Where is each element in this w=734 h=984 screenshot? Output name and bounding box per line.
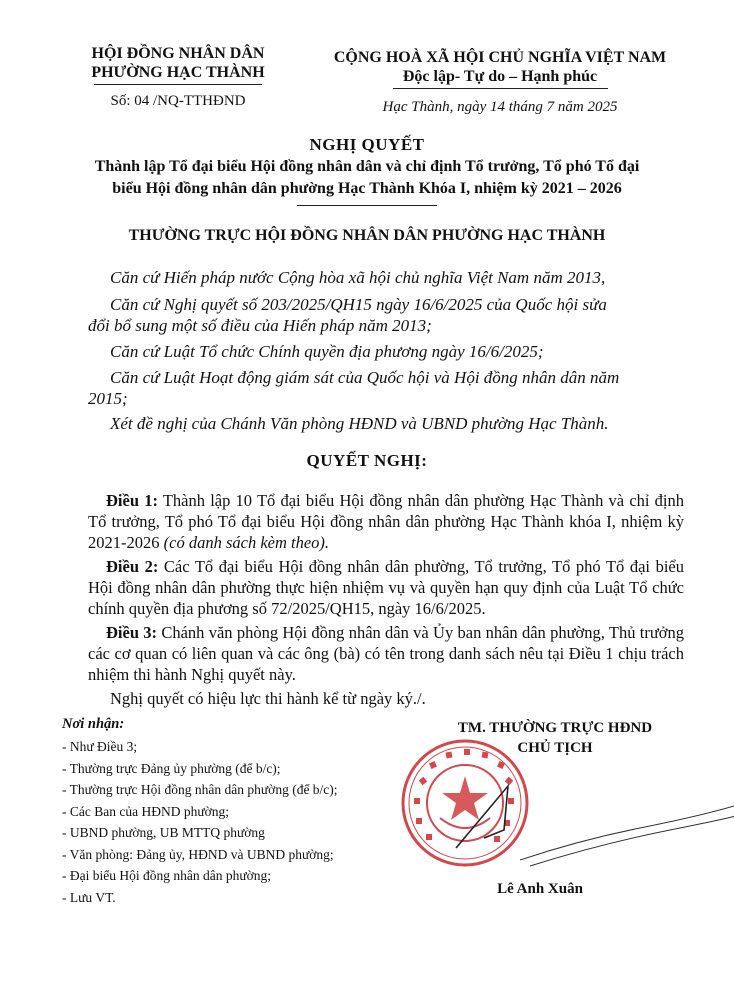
seal-graphic bbox=[403, 741, 527, 865]
motto-underline bbox=[393, 88, 608, 89]
document-number: Số: 04 /NQ-TTHĐND bbox=[110, 93, 246, 109]
org-name-line2: PHƯỜNG HẠC THÀNH bbox=[91, 64, 265, 81]
title-underline bbox=[297, 205, 437, 206]
recipient-item: - Các Ban của HĐND phường; bbox=[62, 803, 230, 819]
article-3-text: Chánh văn phòng Hội đồng nhân dân và Ủy ban nhân dân phường, Thủ trưởng các cơ quan có liên quan và các ông (bà) có tên trong danh sách nêu tại Điều 1 chịu trách nhiệm thi hành Nghị quyết này. bbox=[88, 623, 684, 684]
article-3 bbox=[88, 622, 684, 685]
document-type-title: NGHỊ QUYẾT bbox=[309, 135, 425, 154]
issue-date: Hạc Thành, ngày 14 tháng 7 năm 2025 bbox=[382, 99, 618, 115]
org-name-line1: HỘI ĐỒNG NHÂN DÂN bbox=[91, 45, 265, 62]
article-2-label: Điều 2: bbox=[106, 557, 159, 576]
national-header-block bbox=[300, 48, 700, 116]
recipient-item: - Lưu VT. bbox=[62, 889, 116, 905]
article-1-text: Thành lập 10 Tổ đại biểu Hội đồng nhân dân phường Hạc Thành và chỉ định Tổ trưởng, Tổ phó Tổ đại biểu Hội đồng nhân dân phường Hạc Thành khóa I, nhiệm kỳ 2021-2026 bbox=[88, 491, 685, 552]
issuing-committee: THƯỜNG TRỰC HỘI ĐỒNG NHÂN DÂN PHƯỜNG HẠC THÀNH bbox=[128, 227, 606, 244]
article-1-note: (có danh sách kèm theo). bbox=[163, 533, 330, 552]
national-motto: Độc lập- Tự do – Hạnh phúc bbox=[402, 68, 598, 85]
legal-basis-2-line2: đổi bổ sung một số điều của Hiến pháp năm 2013; bbox=[88, 316, 432, 335]
signature-position: CHỦ TỊCH bbox=[517, 740, 593, 756]
document-subject-line2: biểu Hội đồng nhân dân phường Hạc Thành Khóa I, nhiệm kỳ 2021 – 2026 bbox=[112, 180, 622, 197]
recipient-item: - Thường trực Hội đồng nhân dân phường (để b/c); bbox=[62, 782, 338, 797]
article-2 bbox=[88, 556, 684, 619]
legal-basis-2-line1: Căn cứ Nghị quyết số 203/2025/QH15 ngày 16/6/2025 của Quốc hội sửa bbox=[110, 295, 607, 314]
org-underline bbox=[94, 84, 262, 85]
country-name: CỘNG HOÀ XÃ HỘI CHỦ NGHĨA VIỆT NAM bbox=[333, 49, 667, 66]
legal-basis-1: Căn cứ Hiến pháp nước Cộng hòa xã hội chủ nghĩa Việt Nam năm 2013, bbox=[110, 268, 606, 287]
article-1-label: Điều 1: bbox=[106, 491, 158, 510]
resolution-heading: QUYẾT NGHỊ: bbox=[306, 451, 428, 470]
issuing-org-block bbox=[58, 44, 298, 110]
recipient-item: - Như Điều 3; bbox=[62, 739, 138, 754]
recipient-item: - UBND phường, UB MTTQ phường bbox=[62, 825, 265, 840]
document-subject-line1: Thành lập Tổ đại biểu Hội đồng nhân dân và chỉ định Tổ trưởng, Tổ phó Tổ đại bbox=[94, 158, 640, 175]
legal-basis-4-line2: 2015; bbox=[88, 389, 128, 408]
article-2-text: Các Tổ đại biểu Hội đồng nhân dân phường, Tổ trưởng, Tổ phó Tổ đại biểu Hội đồng nhân dân phường thực hiện nhiệm vụ và quyền hạn quy định của Luật Tổ chức chính quyền địa phương số 72/2025/QH15, ngày 16/6/2025. bbox=[88, 557, 685, 618]
legal-basis-5: Xét đề nghị của Chánh Văn phòng HĐND và UBND phường Hạc Thành. bbox=[110, 414, 609, 433]
document-title-block bbox=[40, 135, 694, 206]
recipient-item: - Thường trực Đảng ủy phường (để b/c); bbox=[62, 760, 281, 776]
article-3-label: Điều 3: bbox=[106, 623, 158, 642]
signature-role: TM. THƯỜNG TRỰC HĐND bbox=[457, 720, 653, 736]
article-1 bbox=[88, 490, 684, 553]
signature-mark bbox=[520, 800, 734, 870]
effective-clause: Nghị quyết có hiệu lực thi hành kể từ ngày ký./. bbox=[110, 689, 426, 708]
recipients-block bbox=[62, 716, 402, 908]
recipient-item: - Văn phòng: Đảng ủy, HĐND và UBND phường; bbox=[62, 846, 334, 862]
recipient-item: - Đại biểu Hội đồng nhân dân phường; bbox=[62, 868, 272, 883]
official-seal bbox=[400, 738, 530, 868]
recipients-heading: Nơi nhận: bbox=[62, 716, 125, 732]
legal-basis-4-line1: Căn cứ Luật Hoạt động giám sát của Quốc hội và Hội đồng nhân dân năm bbox=[110, 368, 620, 387]
legal-basis-3: Căn cứ Luật Tổ chức Chính quyền địa phương ngày 16/6/2025; bbox=[110, 342, 544, 361]
signer-name: Lê Anh Xuân bbox=[497, 881, 583, 897]
